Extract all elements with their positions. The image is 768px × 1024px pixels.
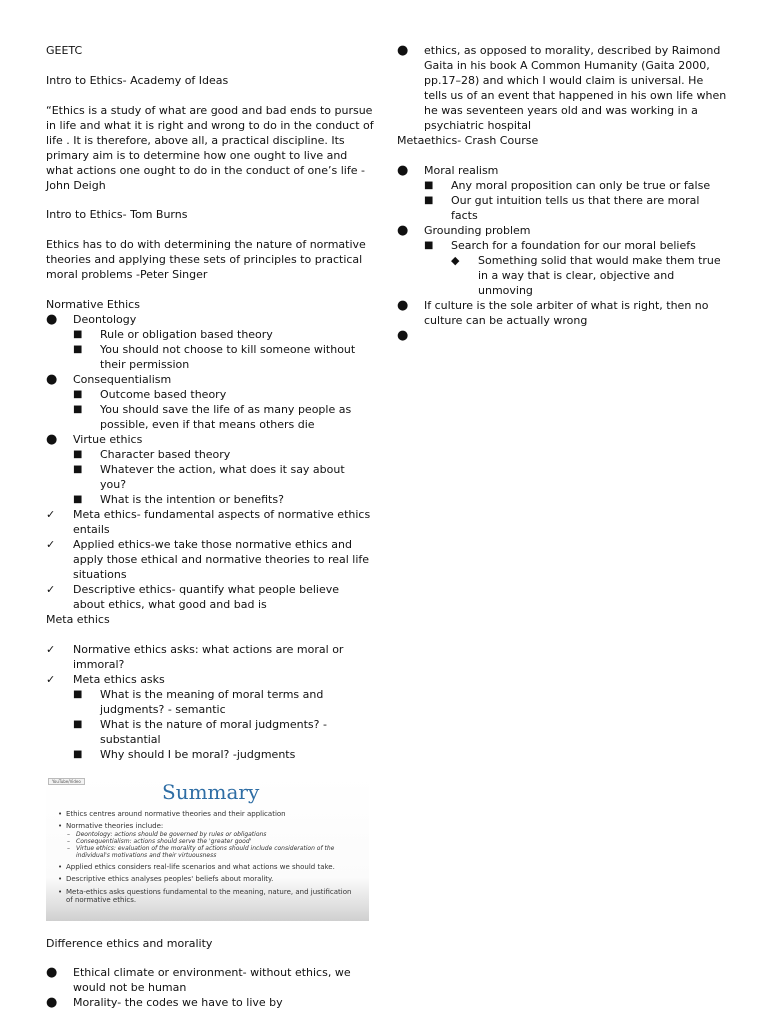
list-item-text: Meta ethics asks	[73, 672, 165, 686]
normative-ethics-list	[46, 312, 374, 612]
document-title: GEETC	[46, 44, 83, 57]
list-item	[46, 507, 374, 537]
slide-bullets	[58, 810, 358, 905]
slide-sub-bullet: – Consequentialism: actions should serve the 'greater good'	[58, 838, 358, 845]
intro-burns-heading: Intro to Ethics- Tom Burns	[46, 208, 188, 222]
list-item-text: Consequentialism	[73, 372, 172, 386]
list-item-text: Something solid that would make them true in a way that is clear, objective and unmoving	[478, 253, 721, 297]
list-item	[46, 672, 374, 687]
slide-bullet: • Descriptive ethics analyses peoples' beliefs about morality.	[58, 875, 358, 884]
list-item	[46, 342, 374, 372]
list-item	[397, 238, 727, 253]
right-column	[397, 43, 727, 343]
checkmark-icon: ✓	[46, 507, 56, 521]
list-item-text: Our gut intuition tells us that there are moral facts	[451, 193, 700, 222]
metaethics-crash-course-heading: Metaethics- Crash Course	[397, 134, 539, 147]
difference-heading: Difference ethics and morality	[46, 936, 213, 950]
bullet-square-icon: ■	[73, 688, 83, 700]
meta-ethics-list	[46, 642, 374, 762]
left-column	[46, 43, 374, 1010]
list-item	[397, 178, 727, 193]
list-item-text: Rule or obligation based theory	[100, 327, 273, 341]
gaita-list	[397, 43, 727, 133]
list-item	[46, 327, 374, 342]
bullet-dot-icon: ●	[397, 43, 409, 58]
list-item-text: Why should I be moral? -judgments	[100, 747, 296, 761]
bullet-square-icon: ■	[424, 179, 434, 191]
bullet-square-icon: ■	[73, 493, 83, 505]
bullet-dot-icon: ●	[46, 311, 58, 327]
slide-bullet: • Meta-ethics asks questions fundamental to the meaning, nature, and justification of normative ethics.	[58, 888, 358, 905]
bullet-square-icon: ■	[73, 328, 83, 340]
bullet-square-icon: ■	[424, 239, 434, 251]
list-item-text: You should not choose to kill someone without their permission	[100, 342, 356, 371]
bullet-square-icon: ■	[73, 343, 83, 355]
list-item	[46, 462, 374, 492]
summary-slide-image	[46, 776, 369, 921]
list-item-text: Applied ethics-we take those normative ethics and apply those ethical and normative theories to real life situations	[73, 537, 370, 581]
bullet-dot-icon: ●	[397, 162, 409, 178]
list-item	[46, 747, 374, 762]
bullet-square-icon: ■	[73, 403, 83, 415]
bullet-dot-icon: ●	[46, 995, 58, 1011]
list-item	[397, 253, 727, 298]
bullet-square-icon: ■	[73, 463, 83, 475]
slide-title: Summary	[162, 779, 260, 804]
list-item	[397, 223, 727, 238]
slide-sub-bullet: – Virtue ethics: evaluation of the morality of actions should include consideration of the individual's motivations and their virtuousness	[58, 845, 358, 859]
bullet-square-icon: ■	[73, 448, 83, 460]
slide-bullet: • Ethics centres around normative theories and their application	[58, 810, 358, 819]
list-item	[46, 432, 374, 447]
list-item	[46, 537, 374, 582]
list-item	[46, 582, 374, 612]
difference-list	[46, 965, 374, 1010]
bullet-square-icon: ■	[73, 718, 83, 730]
list-item-text: Character based theory	[100, 447, 231, 461]
normative-ethics-heading: Normative Ethics	[46, 297, 140, 311]
intro-academy-heading: Intro to Ethics- Academy of Ideas	[46, 73, 229, 87]
slide-source-tag: YouTube/Video	[48, 778, 85, 785]
list-item	[46, 492, 374, 507]
list-item-text: Descriptive ethics- quantify what people believe about ethics, what good and bad is	[73, 582, 340, 611]
list-item	[46, 995, 374, 1010]
singer-quote: Ethics has to do with determining the nature of normative theories and applying these sets of principles to practical moral problems -Peter Singer	[46, 238, 366, 282]
bullet-dot-icon: ●	[397, 297, 409, 313]
list-item-text: ethics, as opposed to morality, described by Raimond Gaita in his book A Common Humanity (Gaita 2000, pp.17–28) and which I would claim is universal. He tells us of an event that happened in his own life when he was seventeen years old and was working in a psychiatric hospital	[424, 44, 727, 132]
bullet-diamond-icon: ◆	[451, 253, 460, 267]
list-item	[46, 642, 374, 672]
slide-bullet: • Applied ethics considers real-life scenarios and what actions we should take.	[58, 863, 358, 872]
list-item	[397, 193, 727, 223]
list-item	[397, 43, 727, 133]
bullet-dot-icon: ●	[397, 327, 409, 343]
list-item	[46, 447, 374, 462]
list-item-text: Moral realism	[424, 163, 499, 177]
list-item-text: Meta ethics- fundamental aspects of normative ethics entails	[73, 507, 371, 536]
meta-ethics-heading: Meta ethics	[46, 612, 110, 626]
list-item	[46, 387, 374, 402]
list-item-text: Whatever the action, what does it say about you?	[100, 462, 345, 491]
list-item-text: Deontology	[73, 312, 137, 326]
list-item	[46, 372, 374, 387]
bullet-dot-icon: ●	[46, 431, 58, 447]
list-item	[397, 328, 727, 343]
list-item	[397, 163, 727, 178]
deigh-quote: “Ethics is a study of what are good and bad ends to pursue in life and what it is right and wrong to do in the conduct of life . It is therefore, above all, a practical discipline. Its primary aim is to determine how one ought to live and what actions one ought to do in the conduct of one’s life -John Deigh	[46, 103, 374, 192]
list-item	[46, 402, 374, 432]
bullet-dot-icon: ●	[46, 965, 58, 981]
bullet-dot-icon: ●	[46, 371, 58, 387]
bullet-square-icon: ■	[424, 194, 434, 206]
checkmark-icon: ✓	[46, 537, 56, 551]
list-item-text: You should save the life of as many people as possible, even if that means others die	[100, 402, 352, 431]
list-item-text: Search for a foundation for our moral beliefs	[451, 238, 696, 252]
bullet-square-icon: ■	[73, 748, 83, 760]
metaethics-list	[397, 163, 727, 343]
list-item-text: What is the intention or benefits?	[100, 492, 284, 506]
list-item-text: Normative ethics asks: what actions are moral or immoral?	[73, 642, 344, 671]
checkmark-icon: ✓	[46, 672, 56, 686]
list-item-text: Virtue ethics	[73, 432, 143, 446]
list-item-text: Any moral proposition can only be true or false	[451, 178, 711, 192]
slide-sub-bullet: – Deontology: actions should be governed by rules or obligations	[58, 831, 358, 838]
list-item	[46, 965, 374, 995]
bullet-dot-icon: ●	[397, 222, 409, 238]
slide-bullet: • Normative theories include:	[58, 822, 358, 831]
list-item-text: What is the meaning of moral terms and judgments? - semantic	[100, 687, 324, 716]
list-item-text: Ethical climate or environment- without ethics, we would not be human	[73, 966, 351, 995]
list-item	[46, 312, 374, 327]
list-item-text: Grounding problem	[424, 223, 531, 237]
list-item	[46, 687, 374, 717]
list-item-text: Morality- the codes we have to live by	[73, 996, 283, 1010]
bullet-square-icon: ■	[73, 388, 83, 400]
list-item	[397, 298, 727, 328]
checkmark-icon: ✓	[46, 642, 56, 656]
list-item-text: Outcome based theory	[100, 387, 227, 401]
checkmark-icon: ✓	[46, 582, 56, 596]
list-item	[46, 717, 374, 747]
list-item-text: What is the nature of moral judgments? - substantial	[100, 717, 327, 746]
list-item-text: If culture is the sole arbiter of what is right, then no culture can be actually wrong	[424, 298, 709, 327]
